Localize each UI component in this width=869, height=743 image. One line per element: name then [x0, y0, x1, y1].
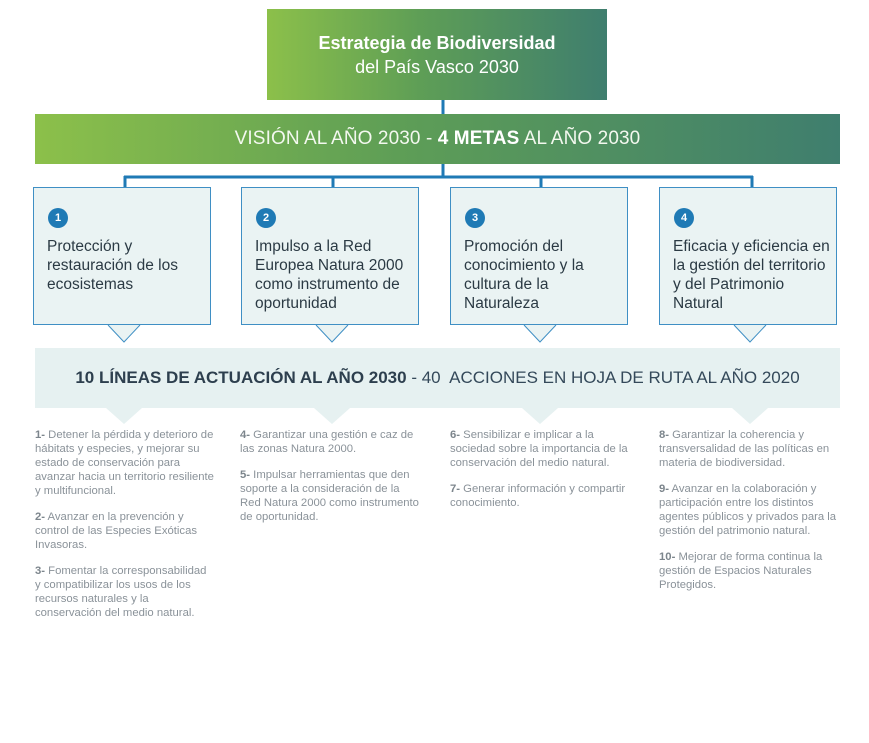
- action-number: 8-: [659, 429, 670, 441]
- action-number: 6-: [450, 429, 461, 441]
- action-item: [240, 468, 420, 524]
- strategy-title: Estrategia de Biodiversidad: [318, 32, 556, 53]
- action-text: Sensibilizar e implicar a la sociedad sobre la importancia de la conservación del medio natural.: [450, 429, 628, 469]
- action-text: Avanzar en la prevención y control de las Especies Exóticas Invasoras.: [35, 511, 198, 551]
- action-lines-bold: 10 LÍNEAS DE ACTUACIÓN AL AÑO 2030: [75, 368, 407, 387]
- action-text: Mejorar de forma continua la gestión de Espacios Naturales Protegidos.: [659, 551, 823, 591]
- action-text: Garantizar una gestión e caz de las zonas Natura 2000.: [240, 429, 414, 455]
- meta-card-1: [33, 187, 211, 325]
- action-item: [450, 482, 630, 510]
- action-text: Avanzar en la colaboración y participación entre los distintos agentes públicos y privados para la gestión del patrimonio natural.: [659, 483, 837, 537]
- meta-number-badge: 3: [465, 208, 485, 228]
- action-item: [659, 550, 839, 592]
- meta-text: Promoción del conocimiento y la cultura de la Naturaleza: [464, 238, 584, 312]
- action-item: [35, 564, 215, 620]
- meta-card-4: [659, 187, 837, 325]
- action-text: Impulsar herramientas que den soporte a la consideración de la Red Natura 2000 como instrumento de oportunidad.: [240, 469, 419, 523]
- action-item: [35, 428, 215, 498]
- action-column-4: [659, 428, 839, 604]
- vision-bold: 4 METAS: [437, 128, 520, 149]
- action-text: Fomentar la corresponsabilidad y compatibilizar los usos de los recursos naturales y la conservación del medio natural.: [35, 565, 207, 619]
- action-number: 4-: [240, 429, 251, 441]
- action-lines-band: [35, 348, 840, 408]
- strategy-title-box: [267, 9, 607, 100]
- vision-prefix: VISIÓN AL AÑO 2030 -: [234, 128, 438, 149]
- meta-text: Protección y restauración de los ecosistemas: [47, 238, 178, 293]
- vision-suffix: AL AÑO 2030: [519, 128, 641, 149]
- strategy-subtitle: del País Vasco 2030: [355, 56, 519, 77]
- meta-card-2: [241, 187, 419, 325]
- action-item: [450, 428, 630, 470]
- meta-number-badge: 4: [674, 208, 694, 228]
- action-column-2: [240, 428, 420, 536]
- action-column-3: [450, 428, 630, 522]
- action-text: Generar información y compartir conocimiento.: [450, 483, 626, 509]
- meta-text: Impulso a la Red Europea Natura 2000 como instrumento de oportunidad: [255, 238, 404, 312]
- vision-band: [35, 114, 840, 164]
- action-number: 5-: [240, 469, 251, 481]
- action-text: Detener la pérdida y deterioro de hábitats y especies, y mejorar su estado de conservación para avanzar hacia un territorio resiliente y multifuncional.: [35, 429, 214, 497]
- meta-text: Eficacia y eficiencia en la gestión del territorio y del Patrimonio Natural: [673, 238, 830, 312]
- action-item: [659, 482, 839, 538]
- action-number: 9-: [659, 483, 670, 495]
- action-text: Garantizar la coherencia y transversalidad de las políticas en materia de biodiversidad.: [659, 429, 830, 469]
- action-number: 1-: [35, 429, 46, 441]
- action-item: [659, 428, 839, 470]
- meta-number-badge: 1: [48, 208, 68, 228]
- meta-card-3: [450, 187, 628, 325]
- action-number: 2-: [35, 511, 46, 523]
- action-number: 10-: [659, 551, 676, 563]
- action-item: [240, 428, 420, 456]
- action-lines-rest: - 40 ACCIONES EN HOJA DE RUTA AL AÑO 2020: [406, 368, 800, 387]
- action-item: [35, 510, 215, 552]
- action-number: 3-: [35, 565, 46, 577]
- action-column-1: [35, 428, 215, 632]
- action-number: 7-: [450, 483, 461, 495]
- meta-number-badge: 2: [256, 208, 276, 228]
